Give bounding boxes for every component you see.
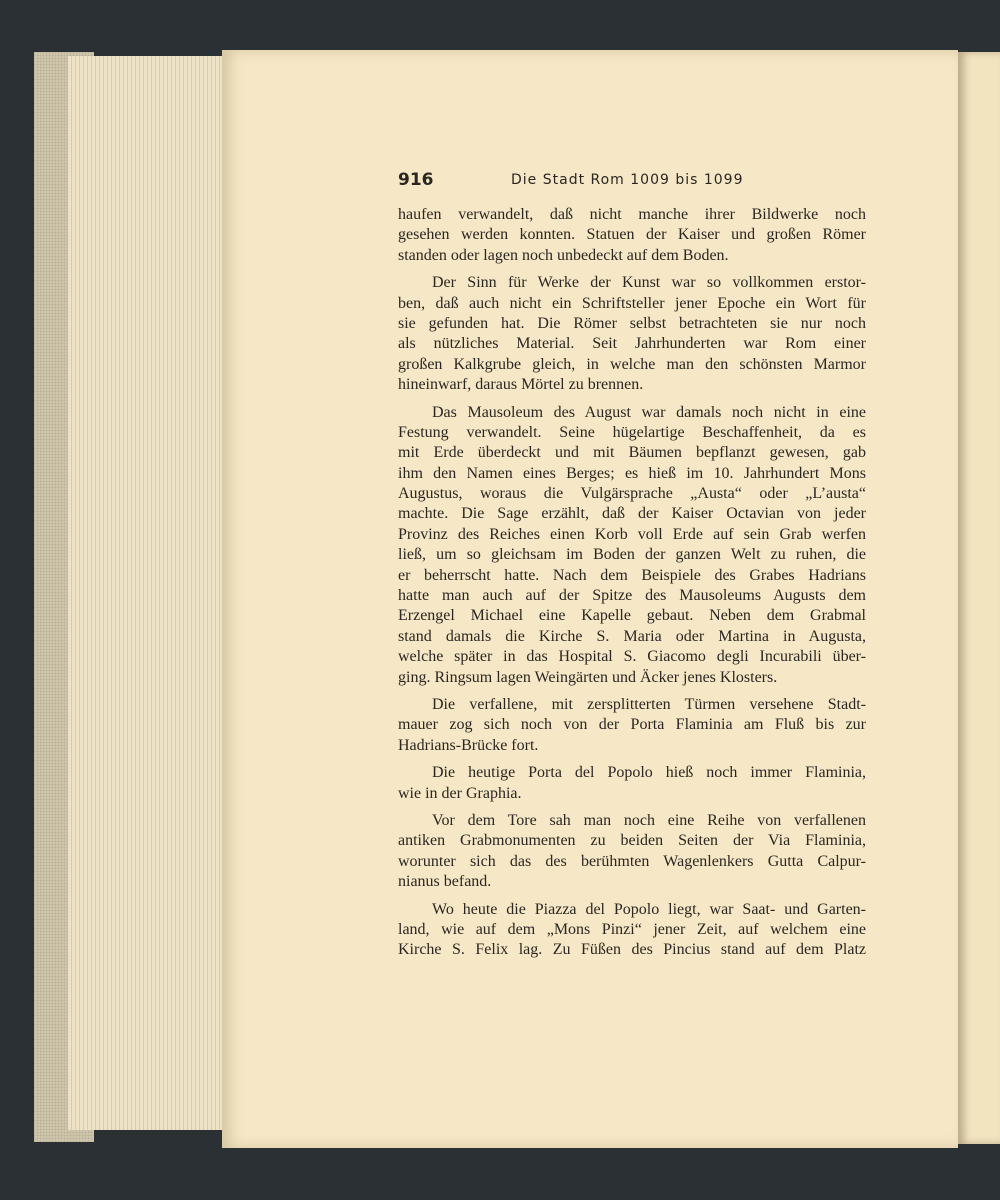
paragraph	[398, 695, 866, 756]
text-line: mit Erde überdeckt und mit Bäumen bepflanzt gewesen, gab	[398, 444, 866, 462]
text-line: Die heutige Porta del Popolo hieß noch immer Flaminia,	[432, 764, 866, 782]
text-line: ihm den Namen eines Berges; es hieß im 10. Jahrhundert Mons	[398, 464, 866, 482]
text-line: worunter sich das des berühmten Wagenlenkers Gutta Calpur-	[398, 852, 866, 870]
text-line: er beherrscht hatte. Nach dem Beispiele des Grabes Hadrians	[398, 566, 866, 584]
paragraph	[398, 403, 866, 688]
text-line: Wo heute die Piazza del Popolo liegt, war Saat- und Garten-	[432, 900, 866, 918]
running-header	[398, 170, 866, 192]
body-text	[398, 205, 866, 968]
paragraph	[398, 205, 866, 266]
text-line: großen Kalkgrube gleich, in welche man den schönsten Marmor	[398, 355, 866, 373]
text-line: Das Mausoleum des August war damals noch nicht in eine	[432, 403, 866, 421]
text-line: ging. Ringsum lagen Weingärten und Äcker jenes Klosters.	[398, 668, 778, 686]
paragraph	[398, 811, 866, 893]
text-line: machte. Die Sage erzählt, daß der Kaiser Octavian von jeder	[398, 505, 866, 523]
paragraph	[398, 900, 866, 961]
book-page	[222, 50, 958, 1148]
text-line: sie gefunden hat. Die Römer selbst betrachteten sie nur noch	[398, 314, 866, 332]
text-line: wie in der Graphia.	[398, 784, 522, 802]
text-line: haufen verwandelt, daß nicht manche ihrer Bildwerke noch	[398, 206, 866, 223]
page-edges	[68, 56, 224, 1130]
text-line: Vor dem Tore sah man noch eine Reihe von verfallenen	[432, 811, 866, 829]
text-line: stand damals die Kirche S. Maria oder Martina in Augusta,	[398, 627, 866, 645]
text-line: Augustus, woraus die Vulgärsprache „Austa“ oder „L’austa“	[398, 485, 866, 503]
text-line: nianus befand.	[398, 873, 492, 891]
facing-page-edge	[958, 52, 1000, 1144]
text-line: Hadrians-Brücke fort.	[398, 736, 539, 754]
text-line: Der Sinn für Werke der Kunst war so vollkommen erstor-	[432, 274, 866, 292]
text-line: gesehen werden konnten. Statuen der Kaiser und großen Römer	[398, 226, 866, 244]
text-line: Die verfallene, mit zersplitterten Türmen versehene Stadt-	[432, 695, 866, 713]
text-line: ben, daß auch nicht ein Schriftsteller jener Epoche ein Wort für	[398, 294, 866, 312]
text-line: welche später in das Hospital S. Giacomo degli Incurabili über-	[398, 648, 866, 666]
text-line: mauer zog sich noch von der Porta Flaminia am Fluß bis zur	[398, 716, 866, 734]
text-line: hineinwarf, daraus Mörtel zu brennen.	[398, 376, 644, 394]
paragraph	[398, 273, 866, 395]
text-line: ließ, um so gleichsam im Boden der ganzen Welt zu ruhen, die	[398, 546, 866, 564]
text-line: land, wie auf dem „Mons Pinzi“ jener Zeit, auf welchem eine	[398, 920, 866, 938]
paragraph	[398, 763, 866, 804]
text-line: als nützliches Material. Seit Jahrhunderten war Rom einer	[398, 335, 866, 353]
text-line: Provinz des Reiches einen Korb voll Erde auf sein Grab werfen	[398, 525, 866, 543]
text-line: Festung verwandelt. Seine hügelartige Beschaffenheit, da es	[398, 423, 866, 441]
text-line: Kirche S. Felix lag. Zu Füßen des Pincius stand auf dem Platz	[398, 941, 866, 959]
text-line: antiken Grabmonumenten zu beiden Seiten der Via Flaminia,	[398, 832, 866, 850]
running-title: Die Stadt Rom 1009 bis 1099	[511, 172, 744, 188]
text-line: standen oder lagen noch unbedeckt auf dem Boden.	[398, 246, 729, 264]
page-number: 916	[398, 170, 434, 190]
text-line: hatte man auch auf der Spitze des Mausoleums Augusts dem	[398, 587, 866, 605]
text-line: Erzengel Michael eine Kapelle gebaut. Neben dem Grabmal	[398, 607, 866, 625]
